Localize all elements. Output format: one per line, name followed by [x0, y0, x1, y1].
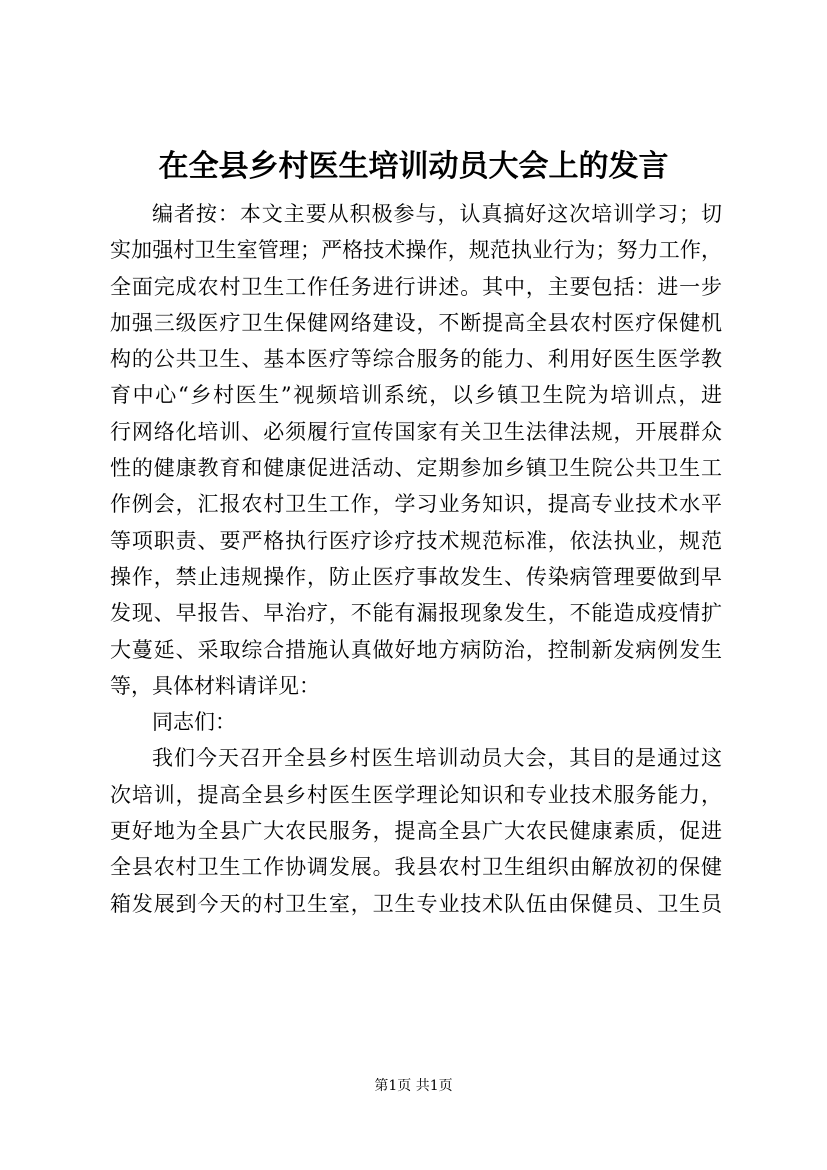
text-line: 性的健康教育和健康促进活动、定期参加乡镇卫生院公共卫生工 [110, 456, 722, 481]
text-line: 箱发展到今天的村卫生室，卫生专业技术队伍由保健员、卫生员 [110, 891, 722, 916]
text-line: 等，具体材料请详见： [110, 673, 320, 698]
text-line: 发现、早报告、早治疗，不能有漏报现象发生，不能造成疫情扩 [110, 601, 722, 626]
text-line: 作例会，汇报农村卫生工作，学习业务知识，提高专业技术水平 [110, 492, 722, 517]
text-line: 编者按：本文主要从积极参与，认真搞好这次培训学习；切 [152, 202, 722, 226]
document-body [110, 196, 722, 922]
text-line: 等项职责、要严格执行医疗诊疗技术规范标准，依法执业，规范 [110, 528, 722, 553]
text-line: 实加强村卫生室管理；严格技术操作，规范执业行为；努力工作， [110, 238, 722, 263]
text-line: 我们今天召开全县乡村医生培训动员大会，其目的是通过这 [152, 746, 722, 771]
text-line: 构的公共卫生、基本医疗等综合服务的能力、利用好医生医学教 [110, 347, 722, 372]
text-line: 操作，禁止违规操作，防止医疗事故发生、传染病管理要做到早 [110, 564, 722, 589]
paragraph-speech [110, 740, 722, 921]
text-line: 育中心“乡村医生”视频培训系统，以乡镇卫生院为培训点，进 [110, 383, 722, 408]
document-title: 在全县乡村医生培训动员大会上的发言 [158, 149, 669, 184]
text-line: 大蔓延、采取综合措施认真做好地方病防治，控制新发病例发生 [110, 637, 722, 662]
text-line: 同志们： [152, 710, 236, 735]
paragraph-salutation [110, 704, 722, 740]
text-line: 全面完成农村卫生工作任务进行讲述。其中，主要包括：进一步 [110, 274, 722, 299]
paragraph-editor-note [110, 196, 722, 704]
text-line: 更好地为全县广大农民服务，提高全县广大农民健康素质，促进 [110, 819, 722, 844]
text-line: 加强三级医疗卫生保健网络建设，不断提高全县农村医疗保健机 [110, 310, 722, 335]
text-line: 行网络化培训、必须履行宣传国家有关卫生法律法规，开展群众 [110, 419, 722, 444]
text-line: 次培训，提高全县乡村医生医学理论知识和专业技术服务能力， [110, 782, 722, 807]
page-footer: 第1页 共1页 [374, 1078, 453, 1094]
text-line: 全县农村卫生工作协调发展。我县农村卫生组织由解放初的保健 [110, 855, 722, 880]
